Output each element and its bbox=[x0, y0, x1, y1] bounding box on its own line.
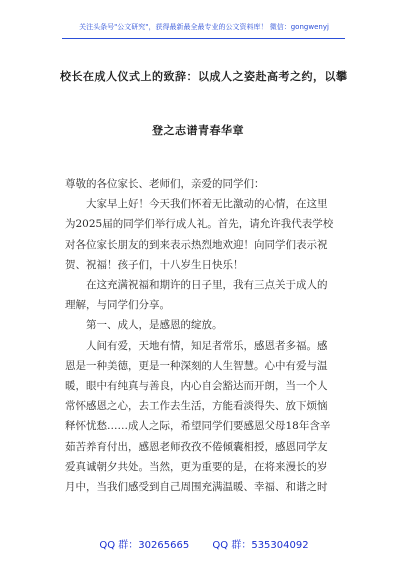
body-line: 暖，眼中有纯真与善良，内心自会豁达而开朗，当一个人 bbox=[65, 380, 328, 393]
footer-qq-group-2: QQ 群：535304092 bbox=[212, 540, 309, 551]
header-banner: 关注头条号"公文研究"，获得最新最全最专业的公文资料库！ 微信：gongwenyj bbox=[79, 23, 329, 31]
document-title-line-1: 校长在成人仪式上的致辞：以成人之姿赴高考之约，以攀 bbox=[60, 70, 348, 83]
body-line: 常怀感恩之心，去工作去生活，方能看淡得失、放下烦恼 bbox=[65, 400, 328, 413]
body-line: 释怀忧愁……成人之际，希望同学们要感恩父母18年含辛 bbox=[65, 420, 331, 433]
salutation: 尊敬的各位家长、老师们，亲爱的同学们： bbox=[65, 178, 265, 190]
document-title-line-2: 登之志谱青春华章 bbox=[152, 124, 244, 137]
body-line: 爱真诚朝夕共处。当然，更为重要的是，在将来漫长的岁 bbox=[65, 460, 328, 473]
body-line: 月中，当我们感受到自己周围充满温暖、幸福、和谐之时 bbox=[65, 481, 328, 494]
body-line: 茹苦养育付出，感恩老师孜孜不倦倾囊相授，感恩同学友 bbox=[65, 440, 328, 453]
body-line: 恩是一种美德，更是一种深刻的人生智慧。心中有爱与温 bbox=[65, 359, 328, 372]
body-line: 大家早上好！今天我们怀着无比激动的心情，在这里 bbox=[86, 198, 328, 211]
body-line: 在这充满祝福和期许的日子里，我有三点关于成人的 bbox=[86, 279, 328, 292]
footer-qq-group-1: QQ 群：30265665 bbox=[99, 540, 190, 551]
document-body bbox=[65, 174, 355, 497]
body-line: 对各位家长朋友的到来表示热烈地欢迎！向同学们表示祝 bbox=[65, 238, 328, 251]
section-heading: 第一、成人，是感恩的绽放。 bbox=[86, 319, 223, 332]
body-line: 理解，与同学们分享。 bbox=[65, 299, 170, 312]
footer bbox=[0, 536, 408, 551]
body-line: 贺、祝福！孩子们，十八岁生日快乐！ bbox=[65, 258, 244, 271]
body-line: 人间有爱，天地有情，知足者常乐，感恩者多福。感 bbox=[86, 339, 328, 352]
body-line: 为2025届的同学们举行成人礼。首先，请允许我代表学校 bbox=[65, 218, 334, 231]
header-divider bbox=[62, 38, 345, 39]
